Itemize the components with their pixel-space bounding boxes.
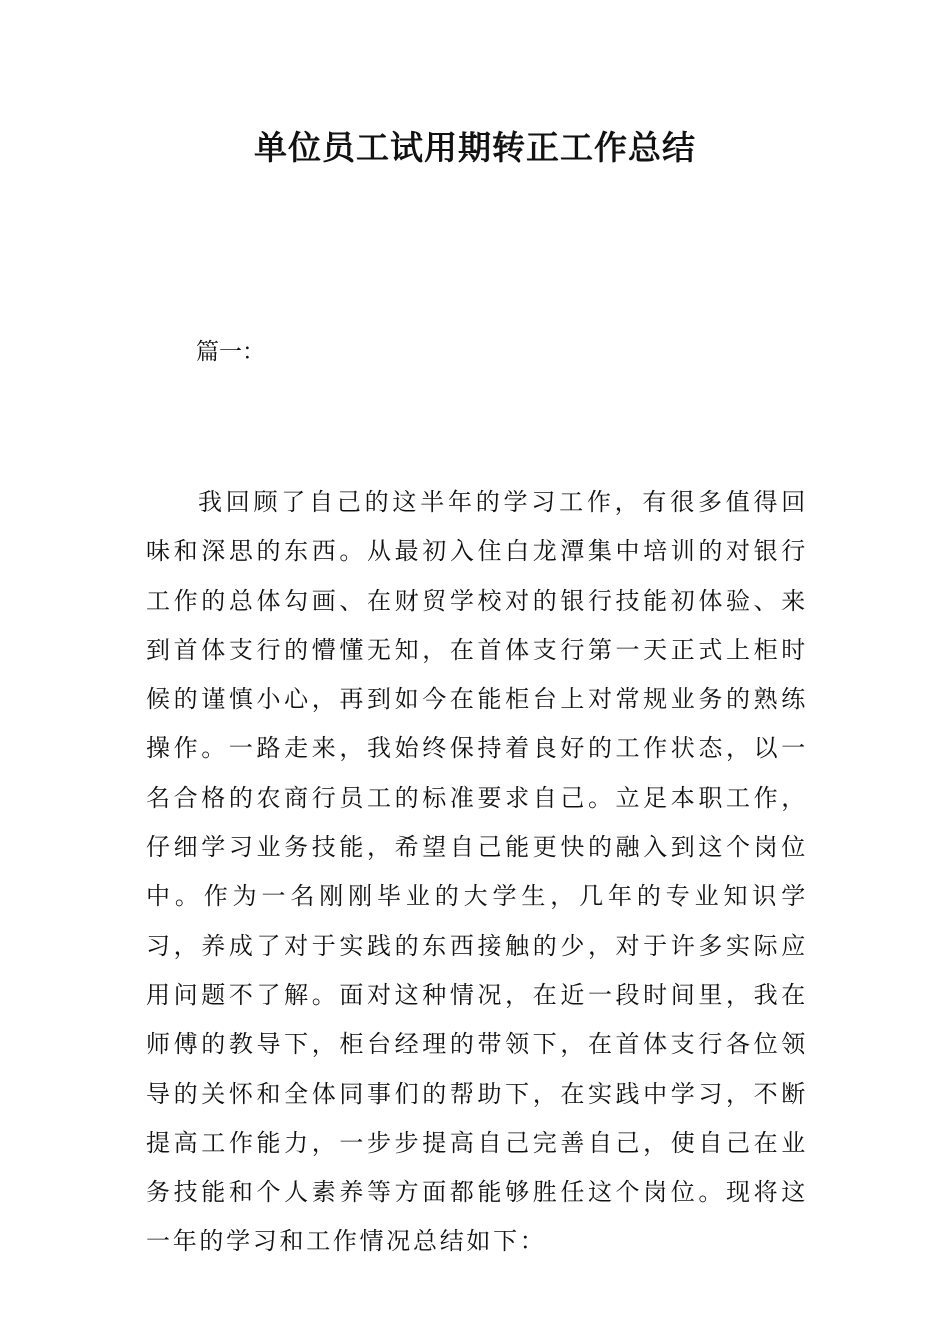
- section-label: 篇一：: [196, 339, 265, 365]
- body-paragraph: 我回顾了自己的这半年的学习工作，有很多值得回味和深思的东西。从最初入住白龙潭集中培训的对银行工作的总体勾画、在财贸学校对的银行技能初体验、来到首体支行的懵懂无知，在首体支行第一天正式上柜时候的谨慎小心，再到如今在能柜台上对常规业务的熟练操作。一路走来，我始终保持着良好的工作状态，以一名合格的农商行员工的标准要求自己。立足本职工作，仔细学习业务技能，希望自己能更快的融入到这个岗位中。作为一名刚刚毕业的大学生，几年的专业知识学习，养成了对于实践的东西接触的少，对于许多实际应用问题不了解。面对这种情况，在近一段时间里，我在师傅的教导下，柜台经理的带领下，在首体支行各位领导的关怀和全体同事们的帮助下，在实践中学习，不断提高工作能力，一步步提高自己完善自己，使自己在业务技能和个人素养等方面都能够胜任这个岗位。现将这一年的学习和工作情况总结如下：: [146, 488, 808, 1256]
- document-title: 单位员工试用期转正工作总结: [254, 128, 696, 167]
